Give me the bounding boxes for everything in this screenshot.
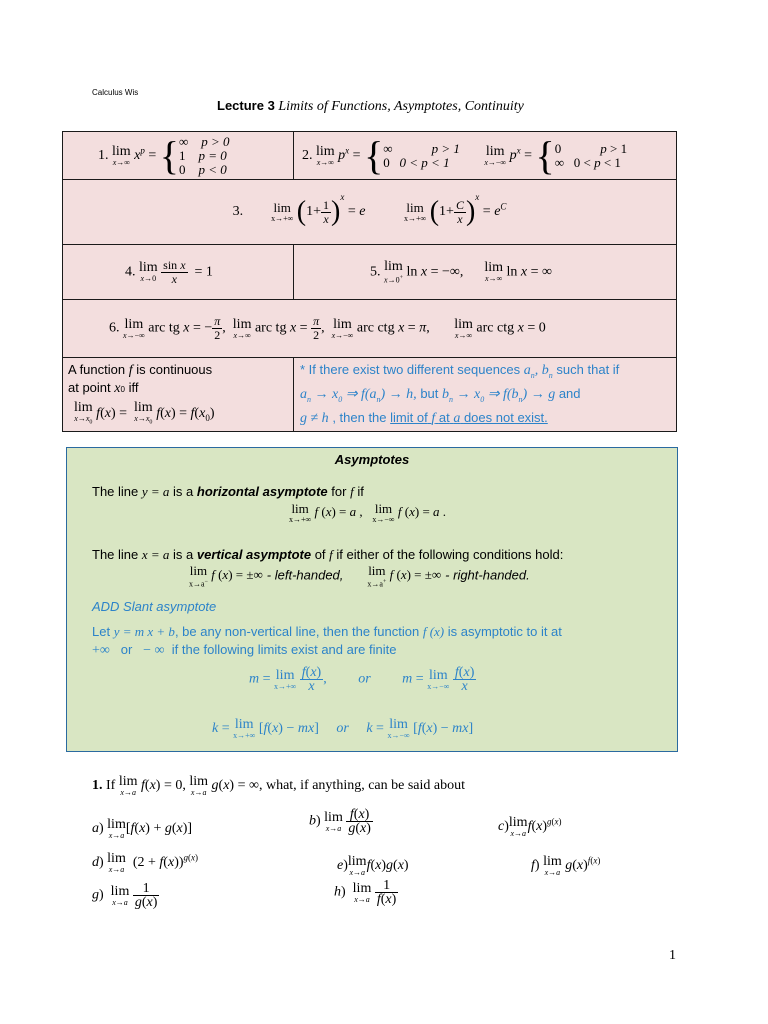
text: The line xyxy=(92,484,139,499)
case-value: 0 xyxy=(179,161,186,177)
exercise-g: g) lim x→a $\frac{1}{g(x)}$ xyxy=(92,881,158,910)
formula-number: 2. xyxy=(302,147,313,163)
text: is a xyxy=(173,484,194,499)
slant-m-formula: m = lim x→+∞ $\frac{f(x)}{x}$ , or m = lim x→−∞ $\frac{f(x)}{x}$ xyxy=(249,665,475,694)
case-condition: p > 1 xyxy=(431,140,460,156)
exercise-h: h) lim x→a $\frac{1}{f(x)}$ xyxy=(334,878,397,907)
text: if either of the following conditions hold: xyxy=(336,547,564,562)
text: and xyxy=(558,385,581,401)
asymptotes-box xyxy=(66,447,678,752)
text: or xyxy=(358,671,371,687)
course-label: Calculus Wis xyxy=(92,88,139,97)
page-number: 1 xyxy=(669,948,676,963)
text: A function xyxy=(68,362,126,377)
text: - right-handed. xyxy=(445,567,530,583)
exercise-a: a) lim x→a [f(x) + g(x)] xyxy=(92,817,193,840)
exercise-number: 1. xyxy=(92,778,103,794)
formula-cell-6: 6. lim x→−∞ arc tg x = − $\frac{\pi}{2}$ , lim x→∞ arc tg x = $\frac{\pi}{2}$ , lim x→−∞ arc ctg x = π, lim x→∞ arc ctg x = 0 xyxy=(63,300,677,358)
formula-cell-4: 4. lim x→0 $\frac{\text{sin x}}{x}$ = 1 xyxy=(63,245,294,300)
text: , be any non-vertical line, then the function xyxy=(174,624,420,639)
formula-table xyxy=(62,131,677,432)
exercise-d: d) lim x→a $(2 + f(x))^{g(x)}$ xyxy=(92,851,199,874)
text: of xyxy=(314,547,326,562)
case-condition: p < 0 xyxy=(198,161,227,177)
asymptotes-heading: Asymptotes xyxy=(334,452,410,467)
text: , what, if anything, can be said about xyxy=(258,778,466,794)
horizontal-limits: lim x→+∞ f (x) = a , lim x→−∞ f (x) = a . xyxy=(289,501,447,524)
text: if xyxy=(357,484,364,499)
text: but xyxy=(420,385,439,401)
case-condition: p > 0 xyxy=(201,133,230,149)
formula-number: 4. xyxy=(125,264,136,280)
text: * If there exist two different sequences xyxy=(300,362,521,377)
case-value: ∞ xyxy=(179,133,189,149)
text: is a xyxy=(173,547,194,562)
page-title xyxy=(217,98,524,115)
text: at point xyxy=(68,380,111,395)
text: or xyxy=(120,642,133,657)
vertical-asymptote-def: The line x = a is a vertical asymptote of f if either of the following conditions hold: xyxy=(92,547,564,562)
case-condition: p = 0 xyxy=(198,147,227,163)
lecture-label: Lecture 3 xyxy=(217,98,275,113)
slant-def-line2: +∞ or − ∞ if the following limits exist and are finite xyxy=(92,642,397,658)
text: if the following limits exist and are finite xyxy=(171,642,397,657)
term: horizontal asymptote xyxy=(196,484,328,499)
slant-heading: ADD Slant asymptote xyxy=(92,599,217,614)
text: at xyxy=(438,409,450,425)
text: If xyxy=(106,778,116,794)
formula-number: 3. xyxy=(232,204,244,220)
sequence-criterion-cell: * If there exist two different sequences $a_n$, $b_n$ such that if $a_n \to x_0$ ⇒ $f(a_n) \to h$, but $b_n \to x_0$ ⇒ $f(b_n) \to g$ and g ≠ h , then the limit of f at a does not exist. xyxy=(294,358,677,432)
text: is asymptotic to it at xyxy=(447,624,562,639)
lecture-title: Limits of Functions, Asymptotes, Continuity xyxy=(278,99,524,114)
exercise-e: e)lim x→a f(x)g(x) xyxy=(337,854,409,877)
exercise-f: f) lim x→a $g(x)^{f(x)}$ xyxy=(531,854,601,877)
text: does not exist. xyxy=(463,409,548,425)
exercise-intro: 1. If lim x→a f(x) = 0, lim x→a g(x) = ∞, what, if anything, can be said about xyxy=(92,774,466,797)
formula-cell-2: 2. lim x→∞ $p^x$ = {∞ p > 1 0 0 < p < 1 lim x→−∞ $p^x = \{0$ p > 1 ∞ 0 < p < 1 xyxy=(294,132,677,180)
text: is continuous xyxy=(136,362,213,377)
exercise-c: c)lim x→a $f(x)^{g(x)}$ xyxy=(498,815,562,838)
exercise-b: b) lim x→a $\frac{f(x)}{g(x)}$ xyxy=(309,807,371,836)
formula-cell-1: 1. lim x→∞ $x^p$ = {∞ p > 0 1 p = 0 0 p < 0 xyxy=(63,132,294,180)
case-value: 1 xyxy=(179,147,186,163)
text: such that if xyxy=(556,362,620,377)
term: vertical asymptote xyxy=(196,547,312,562)
text: limit of xyxy=(390,409,428,425)
formula-cell-5: 5. lim x→0+ ln x = −∞, lim x→∞ ln x = ∞ xyxy=(294,245,677,300)
formula-number: 6. xyxy=(109,320,120,336)
text: - left-handed, xyxy=(266,567,344,583)
vertical-limits: lim x→a− f (x) = ±∞ - left-handed, lim x→a+ f (x) = ±∞ - right-handed. xyxy=(189,563,530,589)
text: The line xyxy=(92,547,139,562)
slant-k-formula: k = lim x→+∞ [f(x) − mx] or k = lim x→−∞ [f(x) − mx] xyxy=(212,717,474,740)
text: for xyxy=(331,484,347,499)
text: Let xyxy=(92,624,111,639)
continuity-cell: A function f is continuous at point x0 iff lim $x\to x_0$ f(x) = lim $x\to x_0$ $f(x) = f(x_0)$ xyxy=(63,358,294,432)
formula-number: 5. xyxy=(370,264,381,280)
horizontal-asymptote-def: The line y = a is a horizontal asymptote for f if xyxy=(92,484,364,499)
case-condition: 0 < p < 1 xyxy=(399,154,450,170)
formula-number: 1. xyxy=(98,147,109,163)
formula-cell-3: 3. lim x→+∞ (1+ $\frac{1}{x}$ )$^x$ = e lim x→+∞ (1+ $\frac{C}{x}$ )$^x = e^C$ xyxy=(63,180,677,245)
text: iff xyxy=(128,380,139,395)
slant-def-line1: Let y = m x + b, be any non-vertical line, then the function f (x) is asymptotic to it at xyxy=(92,624,562,639)
text: or xyxy=(336,721,349,737)
text: , then the xyxy=(332,409,387,425)
